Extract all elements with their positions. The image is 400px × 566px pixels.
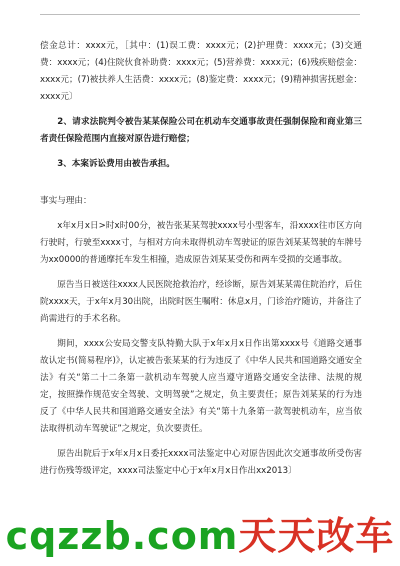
request-item-3: 3、本案诉讼费用由被告承担。 <box>57 159 175 169</box>
compensation-paragraph: 偿金总计：xxxx元，［其中：(1)误工费：xxxx元；(2)护理费：xxxx元；(3)交通费：xxxx元；(4)住院伙食补助费：xxxx元；(5)营养费：xxxx元；(6)残疾赔偿金：xxxx元；(7)被扶养人生活费：xxxx元；(8)鉴定费：xxxx元；(9)精神损害抚慰金：xxxx元〕 <box>40 41 362 102</box>
document-body <box>40 38 362 480</box>
request-item-2: 2、请求法院判令被告某某保险公司在机动车交通事故责任强制保险和商业第三者责任保险范围内直接对原告进行赔偿； <box>40 117 362 144</box>
watermark-domain: cqzzb.com <box>5 514 239 558</box>
site-watermark <box>0 505 400 560</box>
facts-paragraph-2: 原告当日被送往xxxx人民医院抢救治疗，经诊断，原告刘某某需住院治疗，后住院xxxx天，于x年x月30出院，出院时医生嘱咐：休息x月，门诊治疗随访，并备注了尚需进行的手术名称。 <box>40 280 362 324</box>
section-heading: 事实与理由： <box>40 196 92 206</box>
facts-paragraph-3: 期间，xxxx公安局交警支队特勤大队于x年x月x日作出第xxxx号《道路交通事故认定书(简易程序)》，认定被告张某某的行为违反了《中华人民共和国道路交通安全法》有关“第二十二条第一款机动车驾驶人应当遵守道路交通安全法律、法规的规定，按照操作规范安全驾驶、文明驾驶”之规定，负主要责任；原告刘某某的行为违反了《中华人民共和国道路交通安全法》有关“第十九条第一款驾驶机动车，应当依法取得机动车驾驶证”之规定，负次要责任。 <box>40 339 362 434</box>
facts-paragraph-1: x年x月x日>时x时00分，被告张某某驾驶xxxx号小型客车，沿xxxx往市区方向行驶时，行驶至xxxx寸，与相对方向未取得机动车驾驶证的原告刘某某驾驶的车牌号为xx0000的普通摩托车发生相撞，造成原告刘某某受伤和两车受损的交通事故。 <box>40 221 362 265</box>
header-rule <box>40 14 360 15</box>
watermark-brand: 天天改车 <box>238 514 395 558</box>
facts-paragraph-4: 原告出院后于x年x月x日委托xxxx司法鉴定中心对原告因此次交通事故所受伤害进行伤残等级评定，xxxx司法鉴定中心于x年x月x日作出xx2013〕 <box>40 449 362 476</box>
